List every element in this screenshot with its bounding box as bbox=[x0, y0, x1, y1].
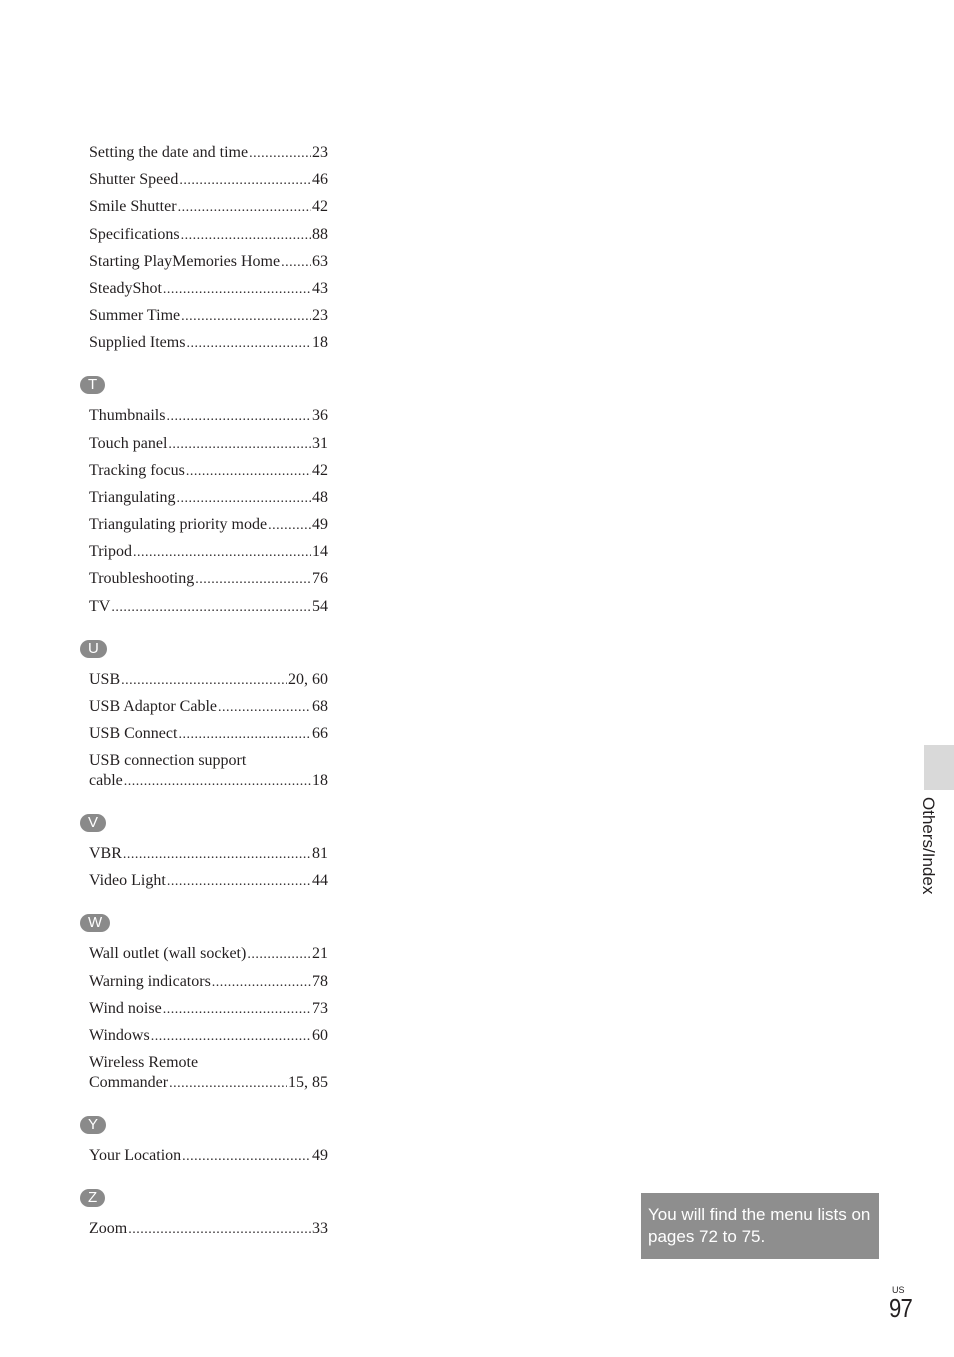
letter-badge: Y bbox=[80, 1116, 106, 1134]
entry-page-ref[interactable]: 23 bbox=[312, 144, 328, 161]
entry-term: Supplied Items bbox=[89, 334, 186, 352]
entry-page-ref[interactable]: 14 bbox=[312, 543, 328, 561]
dot-leader bbox=[124, 772, 311, 792]
entry-page-ref[interactable]: 73 bbox=[312, 999, 328, 1017]
index-entry bbox=[89, 306, 328, 327]
dot-leader bbox=[166, 407, 311, 427]
entry-term: Starting PlayMemories Home bbox=[89, 252, 281, 270]
index-entry bbox=[89, 461, 328, 482]
dot-leader bbox=[247, 945, 311, 965]
entry-page-ref[interactable]: 76 bbox=[312, 570, 328, 588]
letter-badge: U bbox=[80, 640, 107, 658]
index-entry bbox=[89, 670, 328, 691]
entry-page-ref[interactable]: 66 bbox=[312, 725, 328, 742]
entry-term: Zoom bbox=[89, 1220, 128, 1238]
entry-page-ref[interactable]: 49 bbox=[312, 516, 328, 534]
index-entry bbox=[89, 434, 328, 455]
index-entry bbox=[89, 279, 328, 300]
entry-term-line: USB connection support bbox=[89, 752, 247, 770]
index-entry bbox=[89, 488, 328, 509]
entry-term: Shutter Speed bbox=[89, 171, 179, 189]
dot-leader bbox=[163, 1000, 311, 1020]
dot-leader bbox=[177, 489, 311, 509]
entry-term: SteadyShot bbox=[89, 279, 162, 297]
dot-leader bbox=[128, 1220, 311, 1240]
dot-leader bbox=[167, 872, 311, 892]
letter-badge: T bbox=[80, 376, 105, 394]
entry-page-ref[interactable]: 20, 60 bbox=[288, 670, 328, 688]
letter-badge: W bbox=[80, 914, 110, 932]
index-group bbox=[89, 143, 328, 354]
entry-page-ref[interactable]: 78 bbox=[312, 972, 328, 990]
index-entry bbox=[89, 724, 328, 745]
index-entry bbox=[89, 1146, 328, 1167]
dot-leader bbox=[111, 598, 311, 618]
entry-page-ref[interactable]: 54 bbox=[312, 597, 328, 615]
entry-page-ref[interactable]: 60 bbox=[312, 1026, 328, 1044]
entry-page-ref[interactable]: 18 bbox=[312, 772, 328, 790]
dot-leader bbox=[168, 435, 311, 455]
index-entry bbox=[89, 1026, 328, 1047]
entry-page-ref[interactable]: 42 bbox=[312, 461, 328, 479]
dot-leader bbox=[249, 144, 311, 164]
dot-leader bbox=[169, 1074, 287, 1094]
entry-term: Warning indicators bbox=[89, 972, 211, 990]
index-entry bbox=[89, 143, 328, 164]
entry-term: Thumbnails bbox=[89, 407, 166, 425]
letter-badge: V bbox=[80, 814, 106, 832]
entry-page-ref[interactable]: 23 bbox=[312, 307, 328, 325]
dot-leader bbox=[268, 516, 311, 536]
index-entry bbox=[89, 597, 328, 618]
index-entry bbox=[89, 844, 328, 865]
dot-leader bbox=[179, 171, 311, 191]
entry-term: Windows bbox=[89, 1026, 150, 1044]
entry-term: Triangulating priority mode bbox=[89, 516, 268, 534]
index-entry bbox=[89, 871, 328, 892]
entry-term: Video Light bbox=[89, 872, 166, 890]
index-entry bbox=[89, 944, 328, 965]
index-entry bbox=[89, 751, 328, 792]
dot-leader bbox=[195, 570, 311, 590]
index-entry bbox=[89, 697, 328, 718]
entry-page-ref[interactable]: 44 bbox=[312, 872, 328, 890]
index-group bbox=[89, 376, 328, 617]
entry-page-ref[interactable]: 68 bbox=[312, 697, 328, 715]
entry-term: Touch panel bbox=[89, 434, 168, 452]
entry-page-ref[interactable]: 49 bbox=[312, 1147, 328, 1165]
dot-leader bbox=[123, 845, 311, 865]
dot-leader bbox=[178, 198, 311, 218]
entry-page-ref[interactable]: 31 bbox=[312, 434, 328, 452]
entry-term: Smile Shutter bbox=[89, 198, 177, 216]
entry-term: Tracking focus bbox=[89, 461, 185, 479]
dot-leader bbox=[133, 543, 311, 563]
entry-page-ref[interactable]: 18 bbox=[312, 334, 328, 352]
letter-badge: Z bbox=[80, 1189, 105, 1207]
entry-page-ref[interactable]: 81 bbox=[312, 845, 328, 863]
index-entry bbox=[89, 999, 328, 1020]
index-group bbox=[89, 914, 328, 1094]
entry-term-line: Wireless Remote bbox=[89, 1054, 199, 1072]
section-tab-label: Others/Index bbox=[919, 797, 938, 895]
entry-page-ref[interactable]: 36 bbox=[312, 407, 328, 425]
dot-leader bbox=[163, 280, 311, 300]
dot-leader bbox=[121, 671, 287, 691]
dot-leader bbox=[186, 334, 311, 354]
entry-term: Wall outlet (wall socket) bbox=[89, 945, 247, 963]
entry-term: Triangulating bbox=[89, 488, 176, 506]
entry-page-ref[interactable]: 15, 85 bbox=[288, 1074, 328, 1092]
dot-leader bbox=[181, 307, 311, 327]
index-group bbox=[89, 1189, 328, 1240]
index-entry bbox=[89, 1053, 328, 1094]
dot-leader bbox=[186, 462, 311, 482]
entry-term: Tripod bbox=[89, 543, 132, 561]
index-entry bbox=[89, 569, 328, 590]
entry-term: USB Connect bbox=[89, 725, 178, 742]
entry-page-ref[interactable]: 21 bbox=[312, 945, 328, 963]
index-entry bbox=[89, 197, 328, 218]
index-group bbox=[89, 1116, 328, 1167]
entry-term: Summer Time bbox=[89, 307, 181, 325]
entry-page-ref[interactable]: 43 bbox=[312, 279, 328, 297]
entry-term: USB bbox=[89, 670, 121, 688]
entry-term: TV bbox=[89, 597, 111, 615]
index-entry bbox=[89, 1219, 328, 1240]
entry-term: Wind noise bbox=[89, 999, 162, 1017]
entry-term: Commander bbox=[89, 1074, 169, 1092]
dot-leader bbox=[182, 1147, 311, 1167]
entry-page-ref[interactable]: 46 bbox=[312, 171, 328, 189]
index-group bbox=[89, 640, 328, 793]
entry-page-ref[interactable]: 63 bbox=[312, 252, 328, 270]
index-entry bbox=[89, 170, 328, 191]
menu-lists-note: You will find the menu lists on pages 72 to 75. bbox=[641, 1193, 879, 1259]
dot-leader bbox=[218, 698, 311, 718]
index-group bbox=[89, 814, 328, 892]
entry-term: USB Adaptor Cable bbox=[89, 697, 217, 715]
index-entry bbox=[89, 333, 328, 354]
dot-leader bbox=[151, 1027, 311, 1047]
entry-page-ref[interactable]: 48 bbox=[312, 488, 328, 506]
dot-leader bbox=[212, 973, 311, 993]
index-entry bbox=[89, 972, 328, 993]
dot-leader bbox=[181, 226, 311, 246]
entry-page-ref[interactable]: 42 bbox=[312, 198, 328, 216]
entry-term: Your Location bbox=[89, 1147, 182, 1165]
entry-page-ref[interactable]: 33 bbox=[312, 1220, 328, 1238]
page-number: 97 bbox=[889, 1293, 912, 1323]
entry-term: Setting the date and time bbox=[89, 144, 249, 161]
entry-term: Specifications bbox=[89, 225, 180, 243]
region-code: US bbox=[892, 1285, 905, 1295]
index-entry bbox=[89, 406, 328, 427]
dot-leader bbox=[281, 253, 311, 273]
index-entry bbox=[89, 515, 328, 536]
dot-leader bbox=[178, 725, 311, 745]
section-tab-marker bbox=[924, 745, 954, 790]
index-list bbox=[89, 143, 328, 1246]
entry-term: VBR bbox=[89, 845, 122, 863]
index-entry bbox=[89, 252, 328, 273]
index-entry bbox=[89, 225, 328, 246]
index-entry bbox=[89, 542, 328, 563]
entry-page-ref[interactable]: 88 bbox=[312, 225, 328, 243]
entry-term: Troubleshooting bbox=[89, 570, 195, 588]
entry-term: cable bbox=[89, 772, 123, 790]
